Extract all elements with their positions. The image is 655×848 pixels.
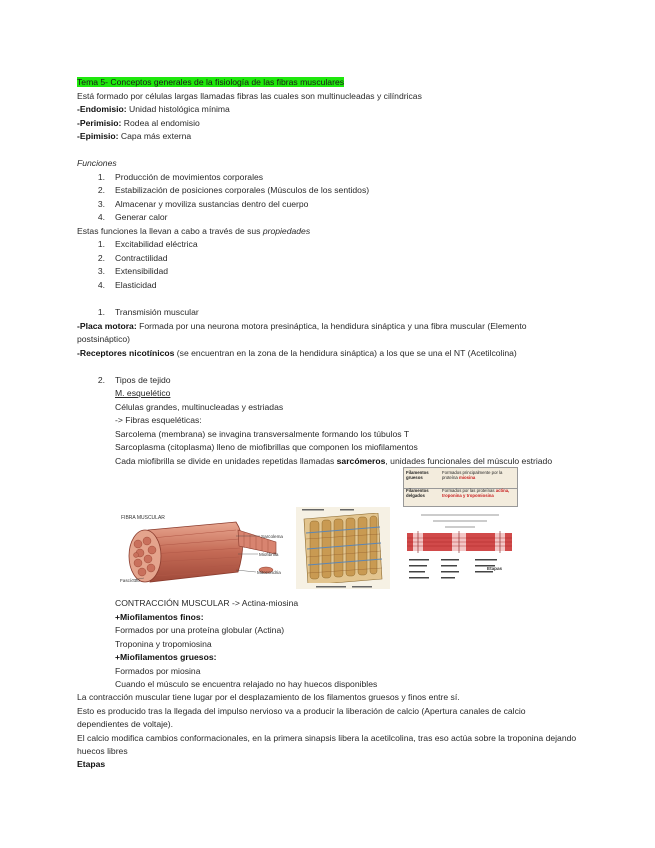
- propiedades-lead: Estas funciones la llevan a cabo a través de sus propiedades: [77, 226, 311, 236]
- gruesos-line: Formados por miosina: [115, 666, 201, 676]
- funciones-heading: Funciones: [77, 158, 117, 168]
- etapas-heading: Etapas: [77, 759, 106, 769]
- tejido-line: Sarcolema (membrana) se invagina transversalmente formando los túbulos T: [115, 429, 410, 439]
- muscle-fiber-illustration: [118, 510, 290, 590]
- document-page: Tema 5- Conceptos generales de la fisiología de las fibras musculares Está formado por células largas llamadas fibras las cuales son multinucleadas y cilíndricas -Endomisio: Unidad histológica mínima -Perimisio: Rodea al endomisio -Epimisio: Capa más externa Funciones 1. Producción de movimientos corporales 2. Estabilización de posiciones corporales (Músculos de los sentidos) 3. Almacenar y moviliza sustancias dentro del cuerpo 4. Generar calor Estas funciones la llevan a cabo a través de sus propiedades 1. Excitabilidad eléctrica 2. Contractilidad 3. Extensibilidad 4. Elasticidad 1. Transmisión muscular -Placa motora: Formada por una neurona motora presináptica, la hendidura sináptica y una fibra muscular (Elemento postsináptico) -Receptores nicotínicos (se encuentran en la zona de la hendidura sináptica) a los que se una el NT (Acetilcolina) 2. Tipos de tejido M. esquelético Células grandes, multinucleadas y estriadas -> Fibras esqueléticas: Sarcolema (membrana) se invagina transversalmente formando los túbulos T Sarcoplasma (citoplasma) lleno de miofibrillas que componen los miofilamentos Cada miofibrilla se divide en unidades repetidas llamadas sarcómeros, unidades funcionales del músculo estriado FIBRA MUSCULAR Sarcolema Miofibrilla Fascículo Mitocondria Filamentos gruesos Formados principalmente por la proteína miosina Filamentos delgados Formados por las proteínas actina, troponina y tropomiosina Etapas CONTRACCIÓN MUSCULAR -> Actina-miosina +Miofilamentos finos: Formados por una proteína globular (Actina) Troponina y tropomiosina +Miofilamentos gruesos: Formados por miosina Cuando el músculo se encuentra relajado no hay huecos disponibles La contracción muscular tiene lugar por el desplazamiento de los filamentos gruesos y finos entre sí. Esto es producido tras la llegada del impulso nervioso va a producir la liberación de calcio (Apertura canales de calcio dependientes de voltaje). El calcio modifica cambios conformacionales, en la primera sinapsis libera la acetilcolina, tras eso actúa sobre la troponina dejando huecos libres Etapas: [77, 77, 577, 769]
- receptores-nicotinicos: -Receptores nicotínicos (se encuentran en la zona de la hendidura sináptica) a los que se una el NT (Acetilcolina): [77, 348, 517, 358]
- document-title: Tema 5- Conceptos generales de la fisiología de las fibras musculares: [77, 77, 345, 87]
- intro-text: Está formado por células largas llamadas fibras las cuales son multinucleadas y cilíndricas: [77, 91, 422, 101]
- sarcomere-figure: [403, 467, 516, 589]
- finos-line: Troponina y tropomiosina: [115, 639, 212, 649]
- sarcomere-illustration: [403, 509, 516, 589]
- finos-heading: +Miofilamentos finos:: [115, 612, 204, 622]
- label-mitocondria: Mitocondria: [257, 570, 281, 575]
- legend-row: Filamentos delgados Formados por las proteínas actina, troponina y tropomiosina: [406, 488, 510, 498]
- figure-header: FIBRA MUSCULAR: [121, 515, 165, 521]
- label-fasciculo: Fascículo: [120, 578, 140, 583]
- tejido-subtitle: M. esquelético: [115, 388, 171, 398]
- contraccion-heading: CONTRACCIÓN MUSCULAR -> Actina-miosina: [115, 598, 299, 608]
- muscle-fiber-figure: [118, 510, 290, 590]
- paragraph-line: huecos libres: [77, 746, 128, 756]
- paragraph-line: La contracción muscular tiene lugar por el desplazamiento de los filamentos gruesos y finos entre sí.: [77, 692, 460, 702]
- placa-motora: -Placa motora: Formada por una neurona motora presináptica, la hendidura sináptica y una fibra muscular (Elemento: [77, 321, 527, 331]
- placa-motora-cont: postsináptico): [77, 334, 131, 344]
- gruesos-heading: +Miofilamentos gruesos:: [115, 652, 217, 662]
- gruesos-line: Cuando el músculo se encuentra relajado no hay huecos disponibles: [115, 679, 378, 689]
- label-sarcolema: Sarcolema: [261, 534, 283, 539]
- paragraph-line: Esto es producido tras la llegada del impulso nervioso va a producir la liberación de calcio (Apertura canales de calcio: [77, 706, 526, 716]
- layer-endomisio: -Endomisio: Unidad histológica mínima: [77, 104, 230, 114]
- t-tubule-figure: [296, 507, 390, 589]
- sarcomero-line: Cada miofibrilla se divide en unidades repetidas llamadas sarcómeros, unidades funcionales del músculo estriado: [115, 456, 553, 466]
- layer-epimisio: -Epimisio: Capa más externa: [77, 131, 192, 141]
- tejido-line: Sarcoplasma (citoplasma) lleno de miofibrillas que componen los miofilamentos: [115, 442, 418, 452]
- tejido-line: -> Fibras esqueléticas:: [115, 415, 202, 425]
- paragraph-line: dependientes de voltaje).: [77, 719, 174, 729]
- finos-line: Formados por una proteína globular (Actina): [115, 625, 285, 635]
- tejido-line: Células grandes, multinucleadas y estriadas: [115, 402, 284, 412]
- layer-perimisio: -Perimisio: Rodea al endomisio: [77, 118, 200, 128]
- t-tubule-illustration: [296, 507, 390, 589]
- legend-row: Filamentos gruesos Formados principalmente por la proteína miosina: [404, 468, 517, 489]
- filament-legend-table: [403, 467, 518, 507]
- label-miofibrilla: Miofibrilla: [259, 552, 279, 557]
- paragraph-line: El calcio modifica cambios conformacionales, en la primera sinapsis libera la acetilcolina, tras eso actúa sobre la troponina dejando: [77, 733, 577, 743]
- etapas-label: Etapas: [487, 566, 503, 571]
